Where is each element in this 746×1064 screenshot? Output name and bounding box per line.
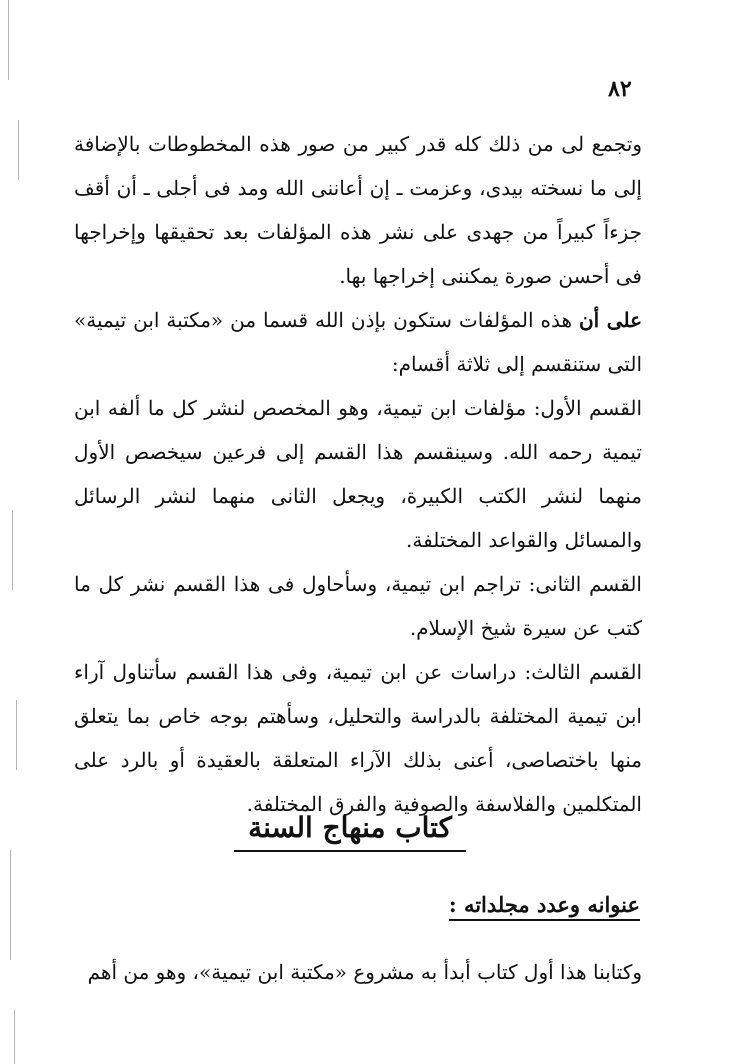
paragraph [74, 298, 642, 386]
final-line: وكتابنا هذا أول كتاب أبدأ به مشروع «مكتبة ابن تيمية»، وهو من أهم [87, 960, 642, 984]
page-number: ٨٢ [608, 76, 632, 102]
paragraph [74, 122, 642, 298]
scan-edge-mark [8, 0, 9, 80]
paragraph-text: القسم الأول: مؤلفات ابن تيمية، وهو المخصص لنشر كل ما ألفه ابن تيمية رحمه الله. وسينقسم هذا القسم إلى فرعين سيخصص الأول منهما لنشر الكتب الكبيرة، ويجعل الثانى منهما لنشر الرسائل والمسائل والقواعد المختلفة. [74, 396, 642, 552]
scan-edge-mark [10, 850, 11, 960]
scan-edge-mark [18, 120, 19, 180]
scan-edge-mark [16, 700, 17, 770]
paragraph-lead: على أن [578, 308, 642, 332]
paragraph-text: القسم الثالث: دراسات عن ابن تيمية، وفى هذا القسم سأتناول آراء ابن تيمية المختلفة بالدراسة والتحليل، وسأهتم بوجه خاص بما يتعلق منها باختصاصى، أعنى بذلك الآراء المتعلقة بالعقيدة أو بالرد على المتكلمين والفلاسفة والصوفية والفرق المختلفة. [74, 660, 642, 816]
paragraph-text: القسم الثانى: تراجم ابن تيمية، وسأحاول فى هذا القسم نشر كل ما كتب عن سيرة شيخ الإسلام. [74, 572, 642, 640]
paragraph-text: وتجمع لى من ذلك كله قدر كبير من صور هذه المخطوطات بالإضافة إلى ما نسخته بيدى، وعزمت ـ إن أعاننى الله ومد فى أجلى ـ أن أقف جزءاً كبيراً من جهدى على نشر هذه المؤلفات بعد تحقيقها وإخراجها فى أحسن صورة يمكننى إخراجها بها. [74, 132, 642, 288]
subheading-text: عنوانه وعدد مجلداته : [448, 892, 640, 917]
subheading [449, 892, 640, 921]
subheading-underline [449, 919, 640, 921]
section-title-text: كتاب منهاج السنة [248, 811, 452, 844]
scan-edge-mark [12, 510, 13, 590]
section-title-underline [234, 850, 466, 852]
paragraph [74, 386, 642, 562]
paragraph [74, 650, 642, 826]
paragraph [74, 562, 642, 650]
section-title [230, 808, 470, 852]
paragraph-text: هذه المؤلفات ستكون بإذن الله قسما من «مكتبة ابن تيمية» التى ستنقسم إلى ثلاثة أقسام: [74, 308, 642, 376]
body-text [74, 122, 642, 826]
scan-edge-mark [14, 1010, 15, 1064]
